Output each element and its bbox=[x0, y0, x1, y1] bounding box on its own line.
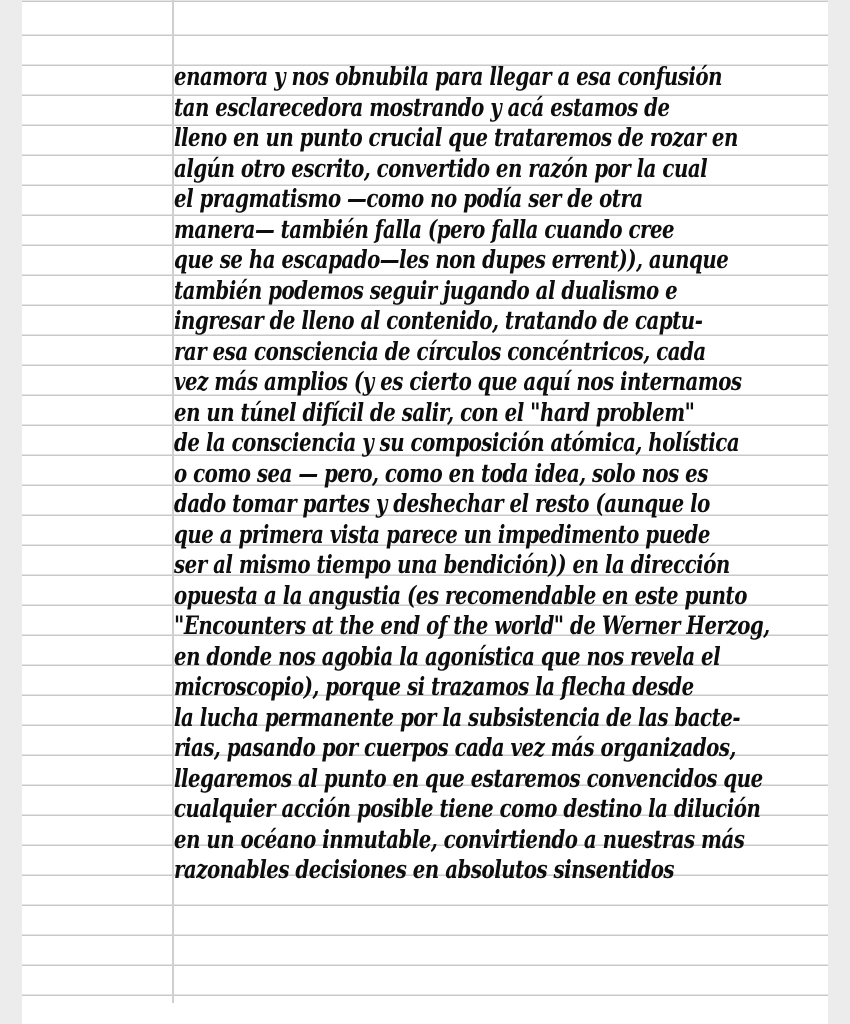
text-line: microscopio), porque si trazamos la flecha desde bbox=[174, 672, 694, 701]
text-line: en un océano inmutable, convirtiendo a nuestras más bbox=[174, 824, 745, 854]
text-line: que a primera vista parece un impedimento puede bbox=[174, 519, 710, 549]
text-line: lleno en un punto crucial que trataremos de rozar en bbox=[174, 123, 738, 152]
text-line: o como sea — pero, como en toda idea, solo nos es bbox=[174, 458, 708, 488]
text-line: ingresar de lleno al contenido, tratando de captu- bbox=[174, 306, 703, 335]
text-line: vez más amplios (y es cierto que aquí nos internamos bbox=[174, 367, 742, 396]
text-line: rar esa consciencia de círculos concéntricos, cada bbox=[174, 336, 706, 366]
text-line: que se ha escapado—les non dupes errent)), aunque bbox=[174, 245, 729, 274]
text-line: ser al mismo tiempo una bendición)) en la dirección bbox=[174, 550, 730, 579]
text-line: la lucha permanente por la subsistencia de las bacte- bbox=[174, 702, 741, 732]
text-line: "Encounters at the end of the world" de Werner Herzog, bbox=[174, 611, 770, 640]
text-line: en donde nos agobia la agonística que nos revela el bbox=[174, 641, 721, 671]
text-line: de la consciencia y su composición atómica, holística bbox=[174, 428, 740, 457]
text-line: tan esclarecedora mostrando y acá estamos de bbox=[174, 92, 670, 122]
text-line: razonables decisiones en absolutos sinsentidos bbox=[174, 855, 675, 884]
text-line: manera— también falla (pero falla cuando cree bbox=[174, 214, 675, 244]
text-line: enamora y nos obnubila para llegar a esa confusión bbox=[174, 62, 722, 91]
text-line: el pragmatismo —como no podía ser de otra bbox=[174, 184, 643, 213]
handwritten-text bbox=[174, 62, 824, 886]
text-line: llegaremos al punto en que estaremos convencidos que bbox=[174, 763, 763, 793]
text-line: rias, pasando por cuerpos cada vez más organizados, bbox=[174, 733, 736, 762]
text-line: algún otro escrito, convertido en razón por la cual bbox=[174, 153, 708, 183]
text-line: en un túnel difícil de salir, con el "hard problem" bbox=[174, 397, 695, 427]
text-line: opuesta a la angustia (es recomendable en este punto bbox=[174, 580, 747, 610]
text-line: cualquier acción posible tiene como destino la dilución bbox=[174, 794, 761, 823]
text-line: también podemos seguir jugando al dualismo e bbox=[174, 275, 678, 305]
text-line: dado tomar partes y deshechar el resto (aunque lo bbox=[174, 489, 710, 518]
lined-notebook-page bbox=[22, 0, 828, 1024]
